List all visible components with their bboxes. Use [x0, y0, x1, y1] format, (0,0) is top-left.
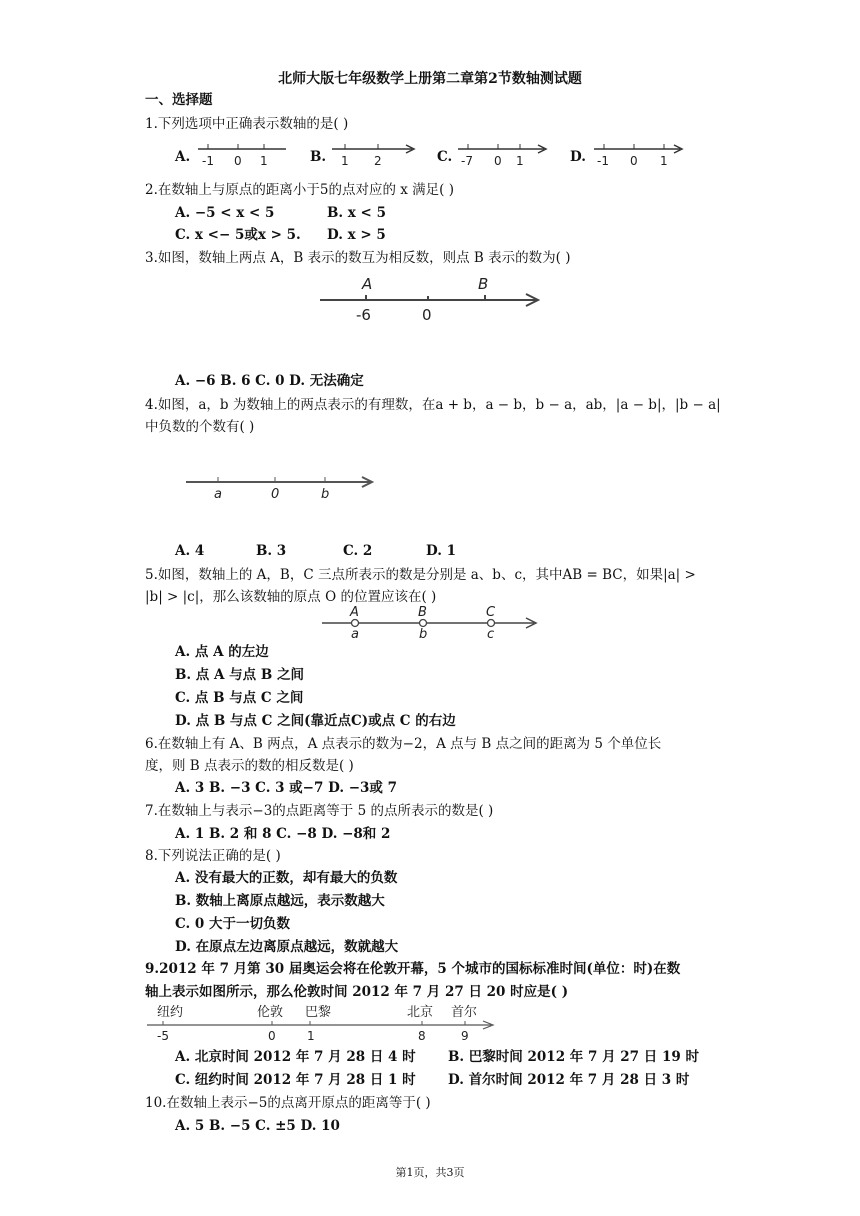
q4-number-line	[184, 468, 384, 504]
q9-city-seoul: 首尔	[451, 1005, 478, 1020]
question-7-stem: 7.在数轴上与表示−3的点距离等于 5 的点所表示的数是( )	[145, 803, 494, 819]
q5-label-B: B	[418, 605, 427, 620]
q9-num-neg5: -5	[157, 1029, 169, 1043]
q1-d-tick-2: 0	[630, 154, 638, 168]
q9-city-beijing: 北京	[407, 1005, 434, 1020]
q9-city-london: 伦敦	[257, 1005, 284, 1020]
page-title: 北师大版七年级数学上册第二章第2节数轴测试题	[278, 71, 582, 87]
q4-label-a: a	[214, 487, 222, 502]
q4-option-d: D. 1	[426, 543, 457, 559]
question-5-line1: 5.如图，数轴上的 A，B，C 三点所表示的数是分别是 a、b、c，其中AB = BC，如果|a| >	[145, 567, 696, 583]
q1-c-tick-2: 0	[494, 154, 502, 168]
q8-option-d: D. 在原点左边离原点越远，数就越大	[175, 939, 399, 955]
question-10-stem: 10.在数轴上表示−5的点离开原点的距离等于( )	[145, 1095, 431, 1111]
question-8-stem: 8.下列说法正确的是( )	[145, 848, 281, 864]
q9-timezone-axis	[145, 1000, 505, 1046]
question-1-stem: 1.下列选项中正确表示数轴的是( )	[145, 116, 349, 132]
q4-label-zero: 0	[271, 487, 280, 502]
q3-label-zero: 0	[422, 306, 432, 324]
q4-label-b: b	[321, 487, 330, 502]
q5-number-line	[320, 603, 550, 643]
q1-b-tick-1: 1	[341, 154, 349, 168]
q3-options: A. −6 B. 6 C. 0 D. 无法确定	[175, 373, 364, 389]
q3-label-neg6: -6	[356, 306, 371, 324]
q4-option-a: A. 4	[175, 543, 205, 559]
q1-axis-b	[330, 138, 425, 170]
q5-option-b: B. 点 A 与点 B 之间	[175, 667, 304, 683]
q9-city-paris: 巴黎	[305, 1005, 332, 1020]
q7-options: A. 1 B. 2 和 8 C. −8 D. −8和 2	[175, 826, 391, 842]
q9-num-9: 9	[461, 1029, 469, 1043]
question-9-line2: 轴上表示如图所示，那么伦敦时间 2012 年 7 月 27 日 20 时应是( )	[145, 984, 569, 1000]
q1-d-tick-3: 1	[660, 154, 668, 168]
q1-option-b-label: B.	[310, 149, 327, 165]
q1-axis-c	[456, 138, 556, 170]
q5-label-C: C	[486, 605, 496, 620]
q4-option-c: C. 2	[343, 543, 373, 559]
q2-option-a: A. −5 < x < 5	[175, 205, 275, 221]
q1-option-c-label: C.	[437, 149, 453, 165]
q9-option-b: B. 巴黎时间 2012 年 7 月 27 日 19 时	[448, 1049, 699, 1065]
q9-num-1: 1	[307, 1029, 315, 1043]
question-4-line1: 4.如图，a，b 为数轴上的两点表示的有理数，在a + b，a − b，b − a，ab，|a − b|，|b − a|	[145, 397, 721, 413]
q1-option-d-label: D.	[570, 149, 586, 165]
q9-option-c: C. 纽约时间 2012 年 7 月 28 日 1 时	[175, 1072, 416, 1088]
q9-num-8: 8	[418, 1029, 426, 1043]
q8-option-a: A. 没有最大的正数，却有最大的负数	[175, 870, 398, 886]
q5-label-a: a	[351, 627, 359, 642]
q4-option-b: B. 3	[256, 543, 287, 559]
q3-number-line	[318, 275, 548, 330]
q5-option-c: C. 点 B 与点 C 之间	[175, 690, 304, 706]
q1-a-tick-2: 0	[234, 154, 242, 168]
question-6-line2: 度，则 B 点表示的数的相反数是( )	[145, 758, 354, 774]
q1-a-tick-1: -1	[202, 154, 214, 168]
q8-option-b: B. 数轴上离原点越远，表示数越大	[175, 893, 385, 909]
question-3-stem: 3.如图，数轴上两点 A，B 表示的数互为相反数，则点 B 表示的数为( )	[145, 250, 571, 266]
q1-d-tick-1: -1	[597, 154, 609, 168]
q1-a-tick-3: 1	[260, 154, 268, 168]
q1-option-a-label: A.	[175, 149, 191, 165]
q1-axis-a	[196, 138, 296, 170]
question-9-line1: 9.2012 年 7 月第 30 届奥运会将在伦敦开幕，5 个城市的国标标准时间(单位：时)在数	[145, 961, 681, 977]
question-5-line2: |b| > |c|，那么该数轴的原点 O 的位置应该在( )	[145, 589, 437, 605]
q3-label-a: A	[362, 275, 373, 293]
q9-option-a: A. 北京时间 2012 年 7 月 28 日 4 时	[175, 1049, 416, 1065]
q5-label-b: b	[419, 627, 428, 642]
q3-label-b: B	[478, 275, 489, 293]
q2-option-b: B. x < 5	[327, 205, 386, 221]
q5-label-A: A	[350, 605, 359, 620]
q8-option-c: C. 0 大于一切负数	[175, 916, 291, 932]
q6-options: A. 3 B. −3 C. 3 或−7 D. −3或 7	[175, 780, 398, 796]
q1-c-tick-1: -7	[461, 154, 473, 168]
q2-option-c: C. x <− 5或x > 5.	[175, 227, 301, 243]
q9-city-newyork: 纽约	[157, 1005, 184, 1020]
q9-num-0: 0	[268, 1029, 276, 1043]
section-heading: 一、选择题	[145, 92, 213, 108]
question-4-line2: 中负数的个数有( )	[145, 419, 255, 435]
q9-option-d: D. 首尔时间 2012 年 7 月 28 日 3 时	[448, 1072, 690, 1088]
q5-option-a: A. 点 A 的左边	[175, 644, 269, 660]
q5-label-c: c	[487, 627, 495, 642]
q10-options: A. 5 B. −5 C. ±5 D. 10	[175, 1118, 340, 1134]
q2-option-d: D. x > 5	[327, 227, 386, 243]
q1-c-tick-3: 1	[516, 154, 524, 168]
q1-b-tick-2: 2	[374, 154, 382, 168]
q1-axis-d	[592, 138, 692, 170]
page-footer: 第1页，共3页	[395, 1166, 465, 1179]
q5-option-d: D. 点 B 与点 C 之间(靠近点C)或点 C 的右边	[175, 713, 456, 729]
question-2-stem: 2.在数轴上与原点的距离小于5的点对应的 x 满足( )	[145, 182, 454, 198]
question-6-line1: 6.在数轴上有 A、B 两点，A 点表示的数为−2，A 点与 B 点之间的距离为 5 个单位长	[145, 736, 662, 752]
